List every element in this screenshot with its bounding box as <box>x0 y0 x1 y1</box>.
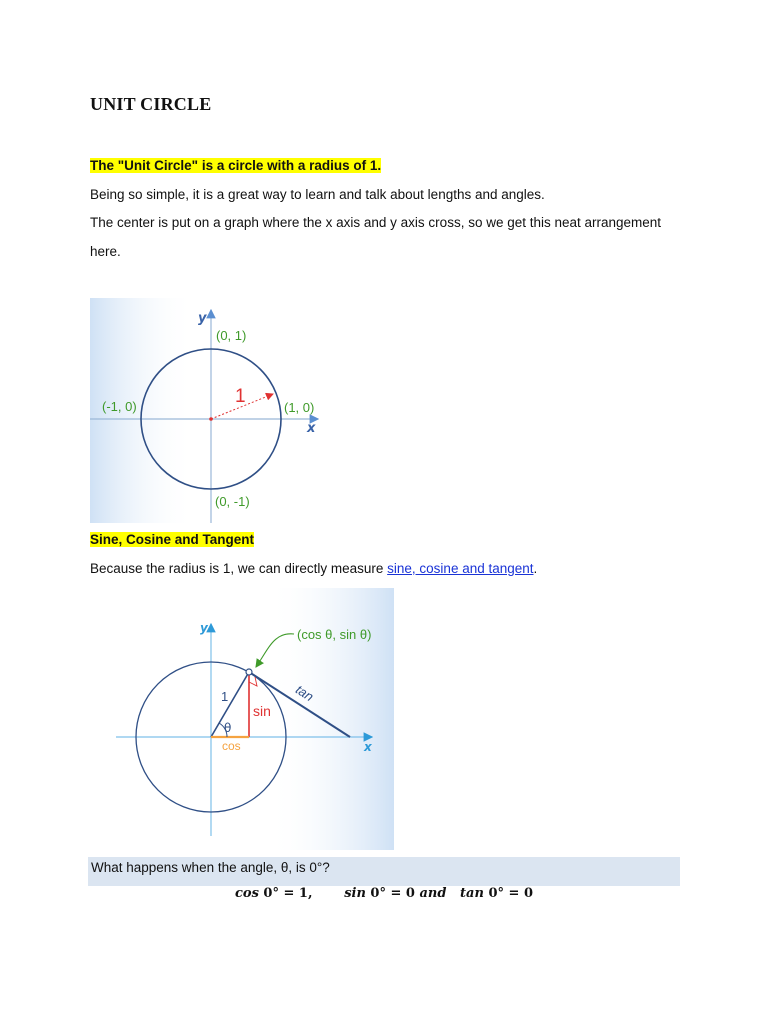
sin-label: sin <box>253 703 271 719</box>
formula-sin: sin <box>344 886 366 901</box>
formula-gap <box>313 886 345 901</box>
formula <box>88 886 680 901</box>
theta-label: θ <box>224 721 232 735</box>
point-left-label: (-1, 0) <box>102 399 137 414</box>
question-text: What happens when the angle, θ, is 0°? <box>91 860 330 875</box>
y-axis-label-2: y <box>200 621 208 635</box>
question-box <box>88 857 680 886</box>
x-axis-label: x <box>307 421 316 436</box>
point-top-label: (0, 1) <box>216 328 247 343</box>
point-right-label: (1, 0) <box>284 400 315 415</box>
origin-dot <box>209 417 213 421</box>
point-bottom-label: (0, -1) <box>215 494 250 509</box>
point-coords-label: (cos θ, sin θ) <box>297 627 372 642</box>
section-text <box>90 560 537 578</box>
radius-label: 1 <box>235 386 246 407</box>
tan-label: tan <box>293 681 317 705</box>
formula-cos-value: 0° = 1, <box>258 886 313 901</box>
section-text-before: Because the radius is 1, we can directly measure <box>90 561 388 576</box>
trig-figure <box>114 588 394 850</box>
section-heading <box>90 531 254 549</box>
point-on-circle <box>246 669 252 675</box>
unit-circle-figure <box>90 298 322 523</box>
intro-line-1: Being so simple, it is a great way to learn and talk about lengths and angles. <box>90 187 545 202</box>
formula-space <box>446 886 460 901</box>
section-text-after: . <box>533 561 538 576</box>
intro-highlight-text: The "Unit Circle" is a circle with a radius of 1. <box>90 158 382 173</box>
sine-cosine-tangent-link[interactable]: sine, cosine and tangent <box>387 561 534 576</box>
formula-sin-value: 0° = 0 <box>365 886 420 901</box>
formula-tan-value: 0° = 0 <box>483 886 533 901</box>
section-heading-text: Sine, Cosine and Tangent <box>90 532 255 547</box>
intro-highlight <box>90 157 381 175</box>
formula-and: and <box>419 886 447 901</box>
intro-line-3: here. <box>90 244 121 259</box>
y-axis-label: y <box>198 311 207 326</box>
formula-tan: tan <box>460 886 484 901</box>
x-axis-label-2: x <box>364 740 372 754</box>
hyp-label: 1 <box>221 689 229 704</box>
intro-line-2: The center is put on a graph where the x axis and y axis cross, so we get this neat arrangement <box>90 215 662 230</box>
cos-label: cos <box>222 739 241 753</box>
formula-cos: cos <box>235 886 259 901</box>
page-title: UNIT CIRCLE <box>90 94 212 114</box>
